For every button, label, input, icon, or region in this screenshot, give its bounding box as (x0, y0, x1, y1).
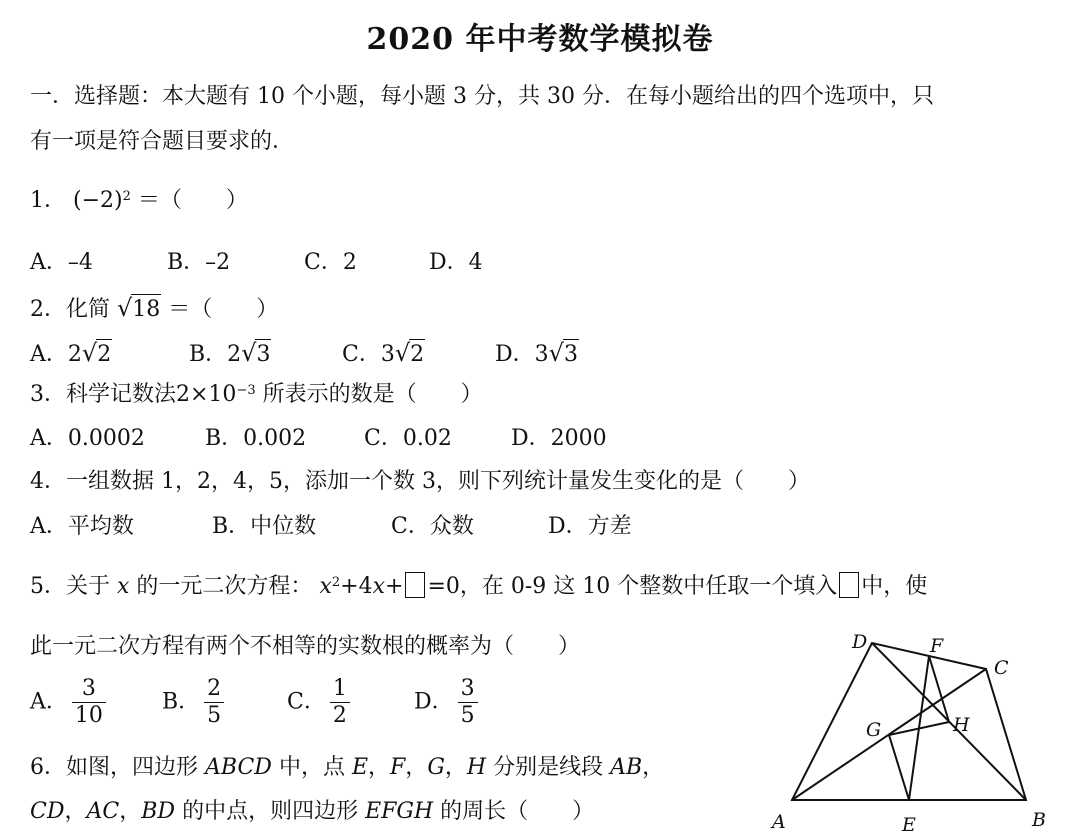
label-a: A (772, 811, 786, 833)
question-4-option-b: B．中位数 (212, 514, 317, 539)
label-f: F (930, 635, 944, 657)
section-instructions-line1: 一．选择题：本大题有 10 个小题，每小题 3 分，共 30 分．在每小题给出的四个选项中，只 (30, 84, 934, 109)
question-2-radical: √18 (117, 293, 161, 325)
question-3-option-a: A．0.0002 (30, 426, 145, 451)
question-3-option-c: C．0.02 (364, 426, 452, 451)
question-1-option-b: B．–2 (167, 250, 231, 275)
question-3-option-d: D．2000 (511, 426, 607, 451)
question-2-radicand: 18 (131, 294, 161, 325)
question-3-stem (30, 380, 483, 410)
question-2-rest: ＝（ ） (168, 297, 279, 322)
question-1-stem (30, 186, 248, 216)
question-5-stem: 5．关于 x 的一元二次方程： $x^2+4x+ =0$，在 0-9 这 10 个整数中任取一个填入 中，使 (30, 574, 928, 599)
question-5-option-b: B． $\frac{2}{5}$ (162, 676, 280, 729)
blank-box-2 (839, 572, 859, 598)
label-e: E (902, 814, 916, 836)
question-1-base: (−2) (73, 188, 123, 213)
question-2-stem (30, 293, 278, 325)
question-1-option-c: C．2 (304, 250, 357, 275)
question-1-option-d: D．4 (429, 250, 483, 275)
question-5-line2: 此一元二次方程有两个不相等的实数根的概率为（ ） (30, 634, 581, 659)
question-3-options (30, 424, 607, 454)
question-1-rest: ＝（ ） (137, 188, 248, 213)
question-5-option-a: A． $\frac{3}{10}$ (30, 676, 155, 729)
question-5-options (30, 676, 482, 729)
quadrilateral-figure (760, 628, 1060, 838)
label-d: D (852, 631, 868, 653)
question-3-expr: 2×10 (176, 382, 237, 407)
question-5-variable: x (117, 574, 130, 599)
question-4-option-a: A．平均数 (30, 514, 134, 539)
question-2-option-d: D．3√3 (495, 338, 579, 370)
question-2-option-b: B．2√3 (189, 338, 335, 370)
question-2-prefix: 2．化简 (30, 297, 110, 322)
question-2-option-a: A．2√2 (30, 338, 182, 370)
question-2-option-c: C．3√2 (342, 338, 488, 370)
question-6-line2: CD，AC，BD 的中点，则四边形 EFGH 的周长（ ） (30, 799, 595, 824)
question-2-options (30, 338, 579, 370)
question-4-option-d: D．方差 (548, 514, 632, 539)
label-h: H (953, 714, 970, 736)
question-6-line1: 6．如图，四边形 ABCD 中，点 E，F，G，H 分别是线段 AB， (30, 755, 665, 780)
question-1-exponent: 2 (122, 189, 131, 204)
question-1-options (30, 248, 483, 278)
question-5-option-c: C． $\frac{1}{2}$ (287, 676, 407, 729)
label-b: B (1032, 809, 1046, 831)
question-4-options (30, 512, 632, 542)
question-3-option-b: B．0.002 (205, 426, 307, 451)
question-3-rest: 所表示的数是（ ） (262, 382, 483, 407)
question-5-option-d: D． $\frac{3}{5}$ (414, 676, 482, 729)
label-c: C (994, 657, 1009, 679)
section-instructions-line2: 有一项是符合题目要求的． (30, 129, 295, 154)
question-4-option-c: C．众数 (391, 514, 474, 539)
question-1-option-a: A．–4 (30, 250, 93, 275)
question-3-prefix: 3．科学记数法 (30, 382, 176, 407)
question-4-stem: 4．一组数据 1，2，4，5，添加一个数 3，则下列统计量发生变化的是（ ） (30, 469, 810, 494)
question-1-number: 1． (30, 188, 66, 213)
page-title: 2020 年中考数学模拟卷 (366, 22, 714, 57)
blank-box (405, 572, 425, 598)
question-3-exponent: −3 (236, 383, 256, 398)
label-g: G (866, 719, 882, 741)
